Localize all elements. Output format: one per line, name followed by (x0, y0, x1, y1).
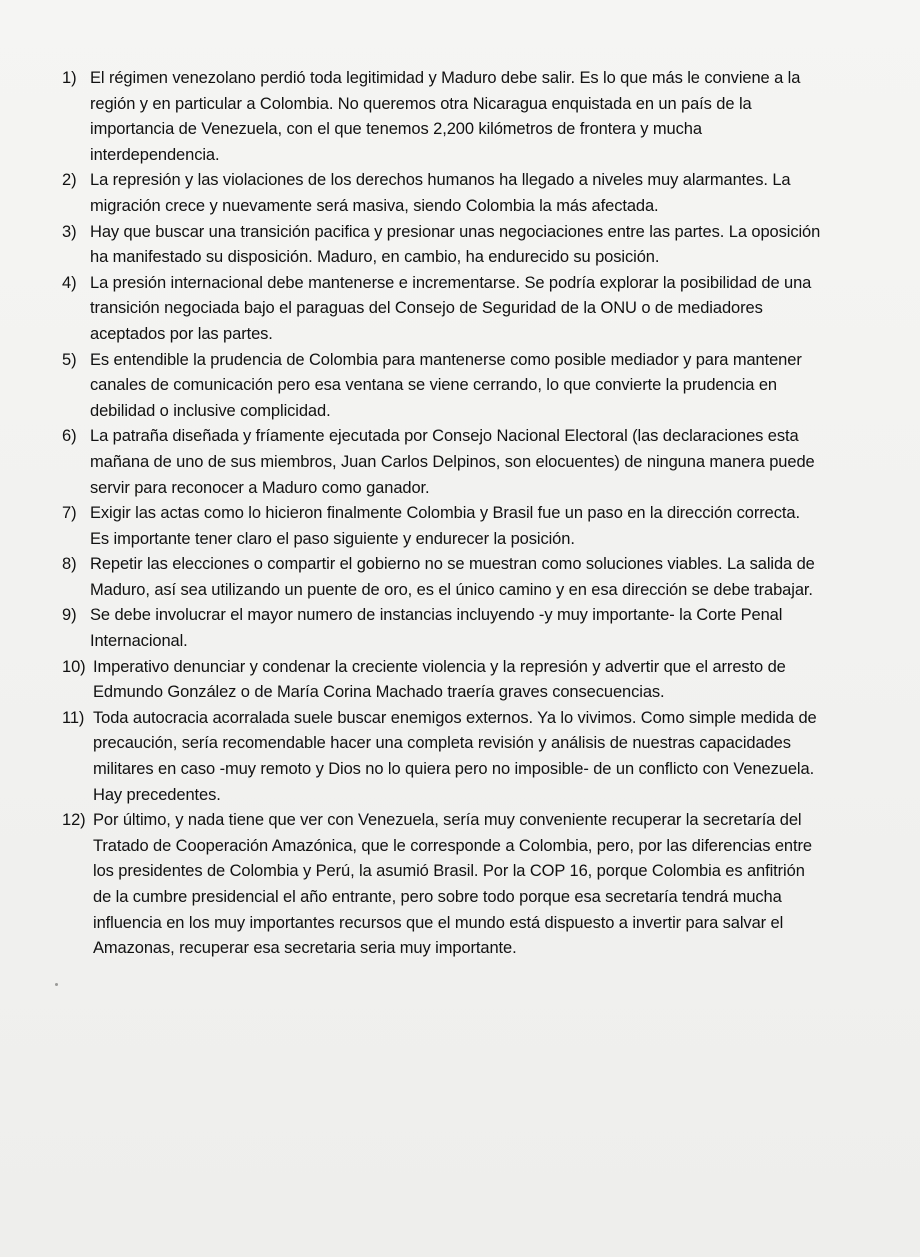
paper-speck (55, 983, 58, 986)
list-item (62, 808, 822, 962)
list-item-number: 8) (62, 555, 77, 574)
list-item-text: Toda autocracia acorralada suele buscar enemigos externos. Ya lo vivimos. Como simple medida de precaución, sería recomendable hacer una completa revisión y análisis de nuestras capacidades militares en caso -muy remoto y Dios no lo quiera pero no imposible- de un conflicto con Venezuela. Hay precedentes. (93, 708, 817, 804)
list-item-number: 9) (62, 606, 77, 625)
list-item-text: Por último, y nada tiene que ver con Venezuela, sería muy conveniente recuperar la secretaría del Tratado de Cooperación Amazónica, que le corresponde a Colombia, pero, por las diferencias entre los presidentes de Colombia y Perú, la asumió Brasil. Por la COP 16, porque Colombia es anfitrión de la cumbre presidencial el año entrante, pero sobre todo porque esa secretaría tendrá mucha influencia en los muy importantes recursos que el mundo está dispuesto a invertir para salvar el Amazonas, recuperar esa secretaria seria muy importante. (93, 811, 812, 958)
list-item (62, 348, 822, 425)
list-item-number: 3) (62, 222, 77, 241)
list-item (62, 220, 822, 271)
list-item-text: Es entendible la prudencia de Colombia para mantenerse como posible mediador y para mantener canales de comunicación pero esa ventana se viene cerrando, lo que convierte la prudencia en debilidad o inclusive complicidad. (90, 350, 802, 420)
numbered-list (62, 66, 822, 962)
list-item-text: La presión internacional debe mantenerse e incrementarse. Se podría explorar la posibilidad de una transición negociada bajo el paraguas del Consejo de Seguridad de la ONU o de mediadores aceptados por las partes. (90, 273, 812, 343)
list-item-text: Exigir las actas como lo hicieron finalmente Colombia y Brasil fue un paso en la dirección correcta. Es importante tener claro el paso siguiente y endurecer la posición. (90, 504, 800, 548)
list-item-number: 7) (62, 504, 77, 523)
list-item-number: 1) (62, 69, 77, 87)
list-item-text: Hay que buscar una transición pacifica y presionar unas negociaciones entre las partes. La oposición ha manifestado su disposición. Maduro, en cambio, ha endurecido su posición. (90, 222, 821, 267)
list-item (62, 424, 822, 501)
list-item (62, 706, 822, 808)
list-item-number: 4) (62, 273, 77, 292)
list-item (62, 501, 822, 552)
list-item-text: Imperativo denunciar y condenar la creciente violencia y la represión y advertir que el arresto de Edmundo González o de María Corina Machado traería graves consecuencias. (93, 657, 786, 702)
list-item-number: 10) (62, 657, 86, 676)
list-item (62, 603, 822, 654)
list-item-number: 11) (62, 708, 85, 727)
list-item (62, 552, 822, 603)
list-item-text: La represión y las violaciones de los derechos humanos ha llegado a niveles muy alarmantes. La migración crece y nuevamente será masiva, siendo Colombia la más afectada. (90, 171, 791, 215)
list-item-text: Se debe involucrar el mayor numero de instancias incluyendo -y muy importante- la Corte Penal Internacional. (90, 606, 783, 651)
list-item-number: 12) (62, 811, 86, 830)
list-item-text: Repetir las elecciones o compartir el gobierno no se muestran como soluciones viables. La salida de Maduro, así sea utilizando un puente de oro, es el único camino y en esa dirección se debe trabajar. (90, 555, 815, 599)
list-item (62, 168, 822, 219)
list-item-text: El régimen venezolano perdió toda legitimidad y Maduro debe salir. Es lo que más le conviene a la región y en particular a Colombia. No queremos otra Nicaragua enquistada en un país de la importancia de Venezuela, con el que tenemos 2,200 kilómetros de frontera y mucha interdependencia. (90, 69, 801, 164)
list-item-number: 2) (62, 171, 77, 190)
list-item-text: La patraña diseñada y fríamente ejecutada por Consejo Nacional Electoral (las declaraciones esta mañana de uno de sus miembros, Juan Carlos Delpinos, son elocuentes) de ninguna manera puede servir para reconocer a Maduro como ganador. (90, 427, 815, 497)
list-item-number: 6) (62, 427, 77, 446)
list-item (62, 655, 822, 706)
list-item (62, 66, 822, 168)
list-item (62, 271, 822, 348)
list-item-number: 5) (62, 350, 77, 369)
